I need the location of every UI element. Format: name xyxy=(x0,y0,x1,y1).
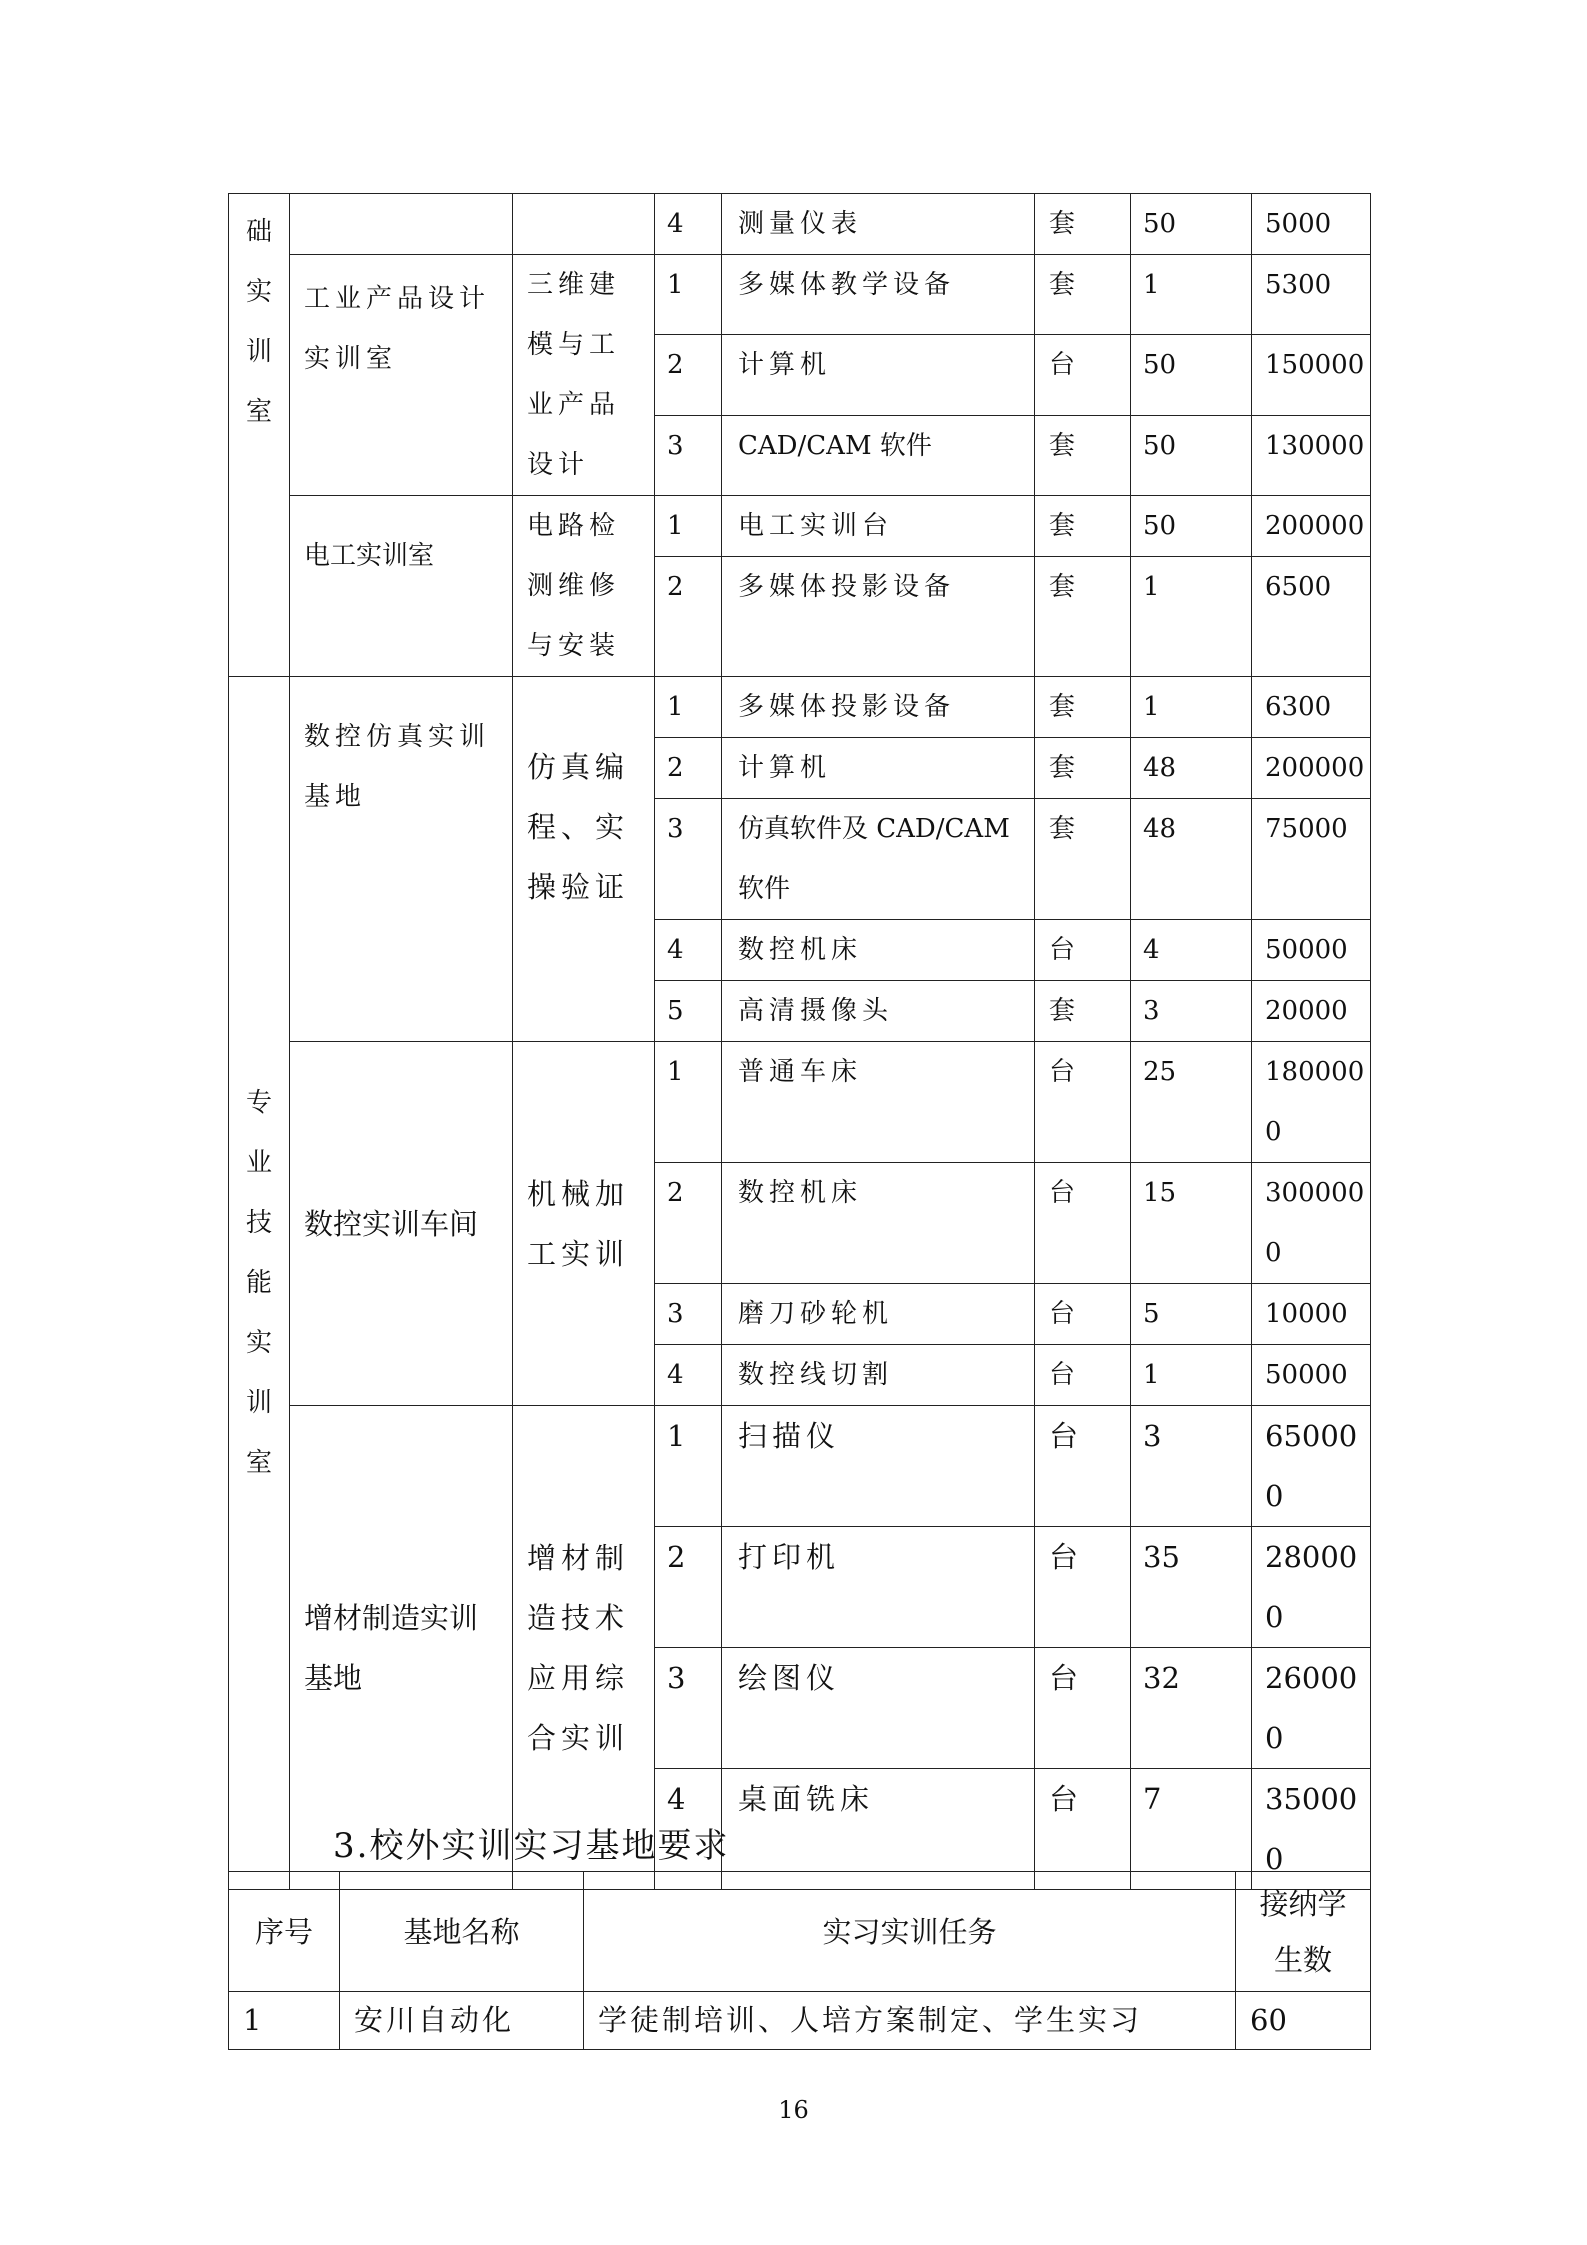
table-header-row xyxy=(229,1872,1371,1992)
amount-cell: 6500 xyxy=(1252,557,1371,677)
amount-cell: 130000 xyxy=(1252,415,1371,495)
quantity-cell: 1 xyxy=(1131,255,1252,335)
amount-cell: 5000 xyxy=(1252,194,1371,255)
column-header-task: 实习实训任务 xyxy=(584,1872,1236,1992)
equipment-cell: 测量仪表 xyxy=(722,194,1035,255)
quantity-cell: 50 xyxy=(1131,496,1252,557)
quantity-cell: 32 xyxy=(1131,1648,1252,1769)
quantity-cell: 35 xyxy=(1131,1527,1252,1648)
unit-cell: 套 xyxy=(1035,738,1131,799)
unit-cell: 套 xyxy=(1035,799,1131,920)
category-cell xyxy=(229,677,290,1890)
index-cell: 2 xyxy=(655,1527,722,1648)
unit-cell: 台 xyxy=(1035,920,1131,981)
amount-cell: 1800000 xyxy=(1252,1042,1371,1163)
table-row xyxy=(229,1406,1371,1527)
index-cell: 3 xyxy=(655,799,722,920)
room-cell xyxy=(290,194,513,255)
equipment-cell: CAD/CAM 软件 xyxy=(722,415,1035,495)
index-cell: 5 xyxy=(655,981,722,1042)
index-cell: 1 xyxy=(655,255,722,335)
quantity-cell: 48 xyxy=(1131,738,1252,799)
equipment-cell: 绘图仪 xyxy=(722,1648,1035,1769)
amount-cell: 50000 xyxy=(1252,1345,1371,1406)
amount-cell: 200000 xyxy=(1252,496,1371,557)
capacity-cell: 60 xyxy=(1236,1992,1371,2050)
index-cell: 3 xyxy=(655,1284,722,1345)
equipment-cell: 数控机床 xyxy=(722,1163,1035,1284)
amount-cell: 150000 xyxy=(1252,335,1371,415)
index-cell: 4 xyxy=(655,1345,722,1406)
quantity-cell: 50 xyxy=(1131,335,1252,415)
unit-cell: 台 xyxy=(1035,1648,1131,1769)
table-row xyxy=(229,677,1371,738)
unit-cell: 套 xyxy=(1035,415,1131,495)
unit-cell: 台 xyxy=(1035,1527,1131,1648)
base-name-cell: 安川自动化 xyxy=(340,1992,584,2050)
equipment-cell: 桌面铣床 xyxy=(722,1769,1035,1890)
quantity-cell: 3 xyxy=(1131,981,1252,1042)
equipment-cell: 打印机 xyxy=(722,1527,1035,1648)
index-cell: 2 xyxy=(655,1163,722,1284)
amount-cell: 260000 xyxy=(1252,1648,1371,1769)
equipment-cell: 多媒体教学设备 xyxy=(722,255,1035,335)
unit-cell: 台 xyxy=(1035,1042,1131,1163)
quantity-cell: 3 xyxy=(1131,1406,1252,1527)
amount-cell: 5300 xyxy=(1252,255,1371,335)
equipment-cell: 普通车床 xyxy=(722,1042,1035,1163)
index-cell: 4 xyxy=(655,1769,722,1890)
unit-cell: 套 xyxy=(1035,677,1131,738)
equipment-cell: 数控线切割 xyxy=(722,1345,1035,1406)
index-cell: 2 xyxy=(655,335,722,415)
quantity-cell: 1 xyxy=(1131,677,1252,738)
room-cell: 数控仿真实训基地 xyxy=(290,677,513,1042)
column-header-base-name: 基地名称 xyxy=(340,1872,584,1992)
column-header-index: 序号 xyxy=(229,1872,340,1992)
unit-cell: 套 xyxy=(1035,981,1131,1042)
equipment-table xyxy=(228,193,1371,1890)
equipment-cell: 多媒体投影设备 xyxy=(722,677,1035,738)
unit-cell: 套 xyxy=(1035,194,1131,255)
room-cell: 数控实训车间 xyxy=(290,1042,513,1406)
equipment-cell: 磨刀砂轮机 xyxy=(722,1284,1035,1345)
quantity-cell: 1 xyxy=(1131,557,1252,677)
index-cell: 4 xyxy=(655,920,722,981)
table-row xyxy=(229,255,1371,335)
index-cell: 1 xyxy=(229,1992,340,2050)
quantity-cell: 7 xyxy=(1131,1769,1252,1890)
amount-cell: 20000 xyxy=(1252,981,1371,1042)
quantity-cell: 25 xyxy=(1131,1042,1252,1163)
room-cell: 电工实训室 xyxy=(290,496,513,677)
task-cell: 仿真编程、实操验证 xyxy=(513,677,655,1042)
quantity-cell: 5 xyxy=(1131,1284,1252,1345)
task-cell: 电路检测维修与安装 xyxy=(513,496,655,677)
amount-cell: 200000 xyxy=(1252,738,1371,799)
category-label: 础 实 训 室 xyxy=(245,217,272,427)
unit-cell: 台 xyxy=(1035,1163,1131,1284)
quantity-cell: 50 xyxy=(1131,194,1252,255)
unit-cell: 台 xyxy=(1035,1345,1131,1406)
amount-cell: 650000 xyxy=(1252,1406,1371,1527)
equipment-cell: 计算机 xyxy=(722,738,1035,799)
index-cell: 4 xyxy=(655,194,722,255)
equipment-cell: 仿真软件及 CAD/CAM 软件 xyxy=(722,799,1035,920)
task-cell: 三维建模与工业产品设计 xyxy=(513,255,655,496)
equipment-cell: 扫描仪 xyxy=(722,1406,1035,1527)
page-number: 16 xyxy=(778,2096,809,2124)
amount-cell: 280000 xyxy=(1252,1527,1371,1648)
quantity-cell: 48 xyxy=(1131,799,1252,920)
category-label: 专 业 技 能 实 训 室 xyxy=(245,1088,272,1478)
unit-cell: 台 xyxy=(1035,335,1131,415)
amount-cell: 3000000 xyxy=(1252,1163,1371,1284)
equipment-cell: 数控机床 xyxy=(722,920,1035,981)
index-cell: 2 xyxy=(655,557,722,677)
amount-cell: 50000 xyxy=(1252,920,1371,981)
amount-cell: 350000 xyxy=(1252,1769,1371,1890)
equipment-cell: 多媒体投影设备 xyxy=(722,557,1035,677)
quantity-cell: 1 xyxy=(1131,1345,1252,1406)
equipment-cell: 高清摄像头 xyxy=(722,981,1035,1042)
column-header-capacity: 接纳学生数 xyxy=(1236,1872,1371,1992)
section-heading: 3.校外实训实习基地要求 xyxy=(333,1826,730,1866)
index-cell: 1 xyxy=(655,677,722,738)
room-cell: 增材制造实训基地 xyxy=(290,1406,513,1890)
amount-cell: 6300 xyxy=(1252,677,1371,738)
task-cell: 学徒制培训、人培方案制定、学生实习 xyxy=(584,1992,1236,2050)
equipment-cell: 计算机 xyxy=(722,335,1035,415)
table-row xyxy=(229,1042,1371,1163)
off-campus-base-table xyxy=(228,1871,1371,2050)
unit-cell: 台 xyxy=(1035,1406,1131,1527)
task-cell xyxy=(513,194,655,255)
unit-cell: 套 xyxy=(1035,255,1131,335)
room-cell: 工业产品设计实训室 xyxy=(290,255,513,496)
unit-cell: 台 xyxy=(1035,1769,1131,1890)
quantity-cell: 15 xyxy=(1131,1163,1252,1284)
unit-cell: 套 xyxy=(1035,557,1131,677)
index-cell: 1 xyxy=(655,1042,722,1163)
unit-cell: 台 xyxy=(1035,1284,1131,1345)
task-cell: 机械加工实训 xyxy=(513,1042,655,1406)
quantity-cell: 50 xyxy=(1131,415,1252,495)
index-cell: 1 xyxy=(655,1406,722,1527)
index-cell: 3 xyxy=(655,1648,722,1769)
category-cell xyxy=(229,194,290,677)
index-cell: 1 xyxy=(655,496,722,557)
equipment-cell: 电工实训台 xyxy=(722,496,1035,557)
table-row xyxy=(229,496,1371,557)
task-cell: 增材制造技术应用综合实训 xyxy=(513,1406,655,1890)
index-cell: 3 xyxy=(655,415,722,495)
unit-cell: 套 xyxy=(1035,496,1131,557)
quantity-cell: 4 xyxy=(1131,920,1252,981)
table-row xyxy=(229,1992,1371,2050)
amount-cell: 10000 xyxy=(1252,1284,1371,1345)
table-row xyxy=(229,194,1371,255)
index-cell: 2 xyxy=(655,738,722,799)
amount-cell: 75000 xyxy=(1252,799,1371,920)
